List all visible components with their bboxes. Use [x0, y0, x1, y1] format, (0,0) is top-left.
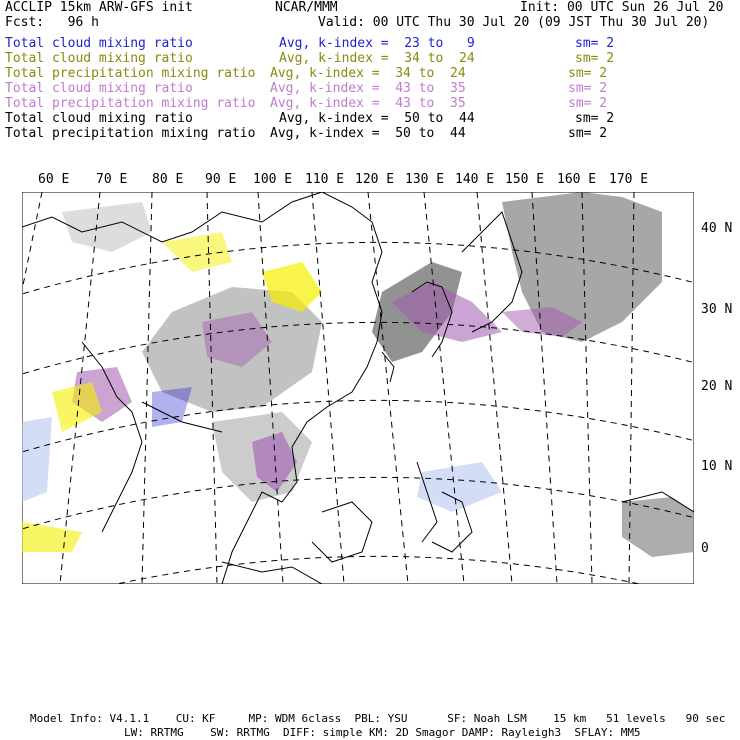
longitude-label: 100 E [253, 172, 293, 187]
model-title: ACCLIP 15km ARW-GFS init [5, 0, 193, 15]
map-panel [22, 192, 694, 584]
legend-label: Total cloud mixing ratio [5, 36, 193, 51]
legend-levels: Avg, k-index = 43 to 35 [270, 81, 466, 96]
legend-label: Total cloud mixing ratio [5, 51, 193, 66]
longitude-label: 90 E [205, 172, 237, 187]
legend-levels: Avg, k-index = 50 to 44 [279, 111, 475, 126]
model-info-line2: LW: RRTMG SW: RRTMG DIFF: simple KM: 2D Smagor DAMP: Rayleigh3 SFLAY: MM5 [124, 726, 641, 739]
valid-time: Valid: 00 UTC Thu 30 Jul 20 (09 JST Thu 30 Jul 20) [318, 15, 710, 30]
longitude-label: 130 E [405, 172, 445, 187]
legend-label: Total precipitation mixing ratio [5, 126, 256, 141]
longitude-label: 140 E [455, 172, 495, 187]
legend-smoothing: sm= 2 [575, 36, 615, 51]
legend-smoothing: sm= 2 [568, 126, 608, 141]
latitude-label: 10 N [701, 459, 733, 474]
forecast-hour: Fcst: 96 h [5, 15, 99, 30]
longitude-label: 70 E [96, 172, 128, 187]
latitude-label: 0 [701, 541, 709, 556]
legend-smoothing: sm= 2 [568, 66, 608, 81]
legend-smoothing: sm= 2 [575, 111, 615, 126]
longitude-label: 150 E [505, 172, 545, 187]
legend-smoothing: sm= 2 [568, 96, 608, 111]
organization: NCAR/MMM [275, 0, 338, 15]
legend-levels: Avg, k-index = 23 to 9 [279, 36, 475, 51]
legend-label: Total precipitation mixing ratio [5, 66, 256, 81]
legend-label: Total cloud mixing ratio [5, 81, 193, 96]
legend-smoothing: sm= 2 [575, 51, 615, 66]
latitude-label: 30 N [701, 302, 733, 317]
legend-levels: Avg, k-index = 34 to 24 [270, 66, 466, 81]
longitude-label: 120 E [355, 172, 395, 187]
legend-label: Total cloud mixing ratio [5, 111, 193, 126]
legend-levels: Avg, k-index = 34 to 24 [279, 51, 475, 66]
longitude-label: 160 E [557, 172, 597, 187]
longitude-label: 60 E [38, 172, 70, 187]
legend-label: Total precipitation mixing ratio [5, 96, 256, 111]
legend-levels: Avg, k-index = 43 to 35 [270, 96, 466, 111]
legend-smoothing: sm= 2 [568, 81, 608, 96]
longitude-label: 110 E [305, 172, 345, 187]
model-info-line1: Model Info: V4.1.1 CU: KF MP: WDM 6class PBL: YSU SF: Noah LSM 15 km 51 levels 90 sec [30, 712, 726, 725]
legend-levels: Avg, k-index = 50 to 44 [270, 126, 466, 141]
init-time: Init: 00 UTC Sun 26 Jul 20 [520, 0, 724, 15]
longitude-label: 80 E [152, 172, 184, 187]
latitude-label: 20 N [701, 379, 733, 394]
longitude-label: 170 E [609, 172, 649, 187]
latitude-label: 40 N [701, 221, 733, 236]
